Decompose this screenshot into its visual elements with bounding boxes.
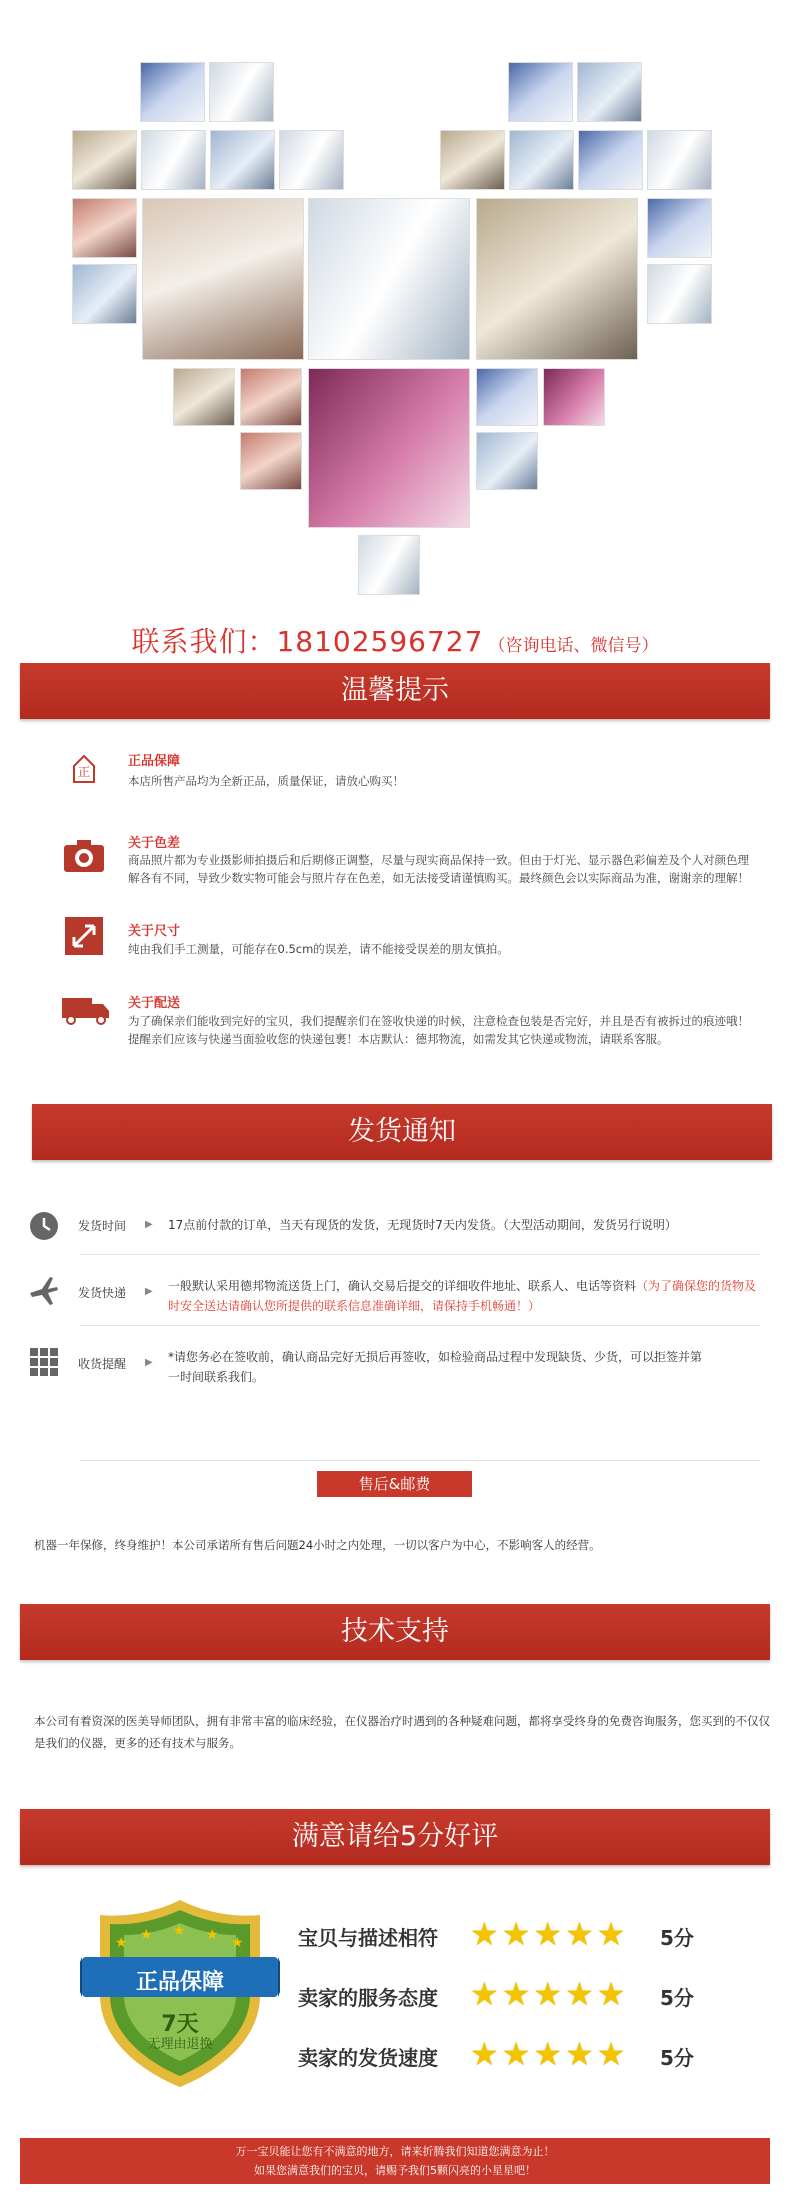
shipping-row-main-text: 17点前付款的订单，当天有现货的发货，无现货时7天内发货。（大型活动期间，发货另行说明） xyxy=(168,1218,677,1232)
rating-stars xyxy=(470,1975,626,2013)
rating-label: 卖家的发货速度 xyxy=(298,2046,438,2070)
collage-photo xyxy=(173,368,235,426)
airplane-icon xyxy=(28,1275,60,1307)
star-icon: ★ xyxy=(565,2035,594,2073)
collage-photo xyxy=(140,62,205,122)
star-icon: ★ xyxy=(596,2035,626,2073)
aftersale-text: 机器一年保修，终身维护！本公司承诺所有售后问题24小时之内处理，一切以客户为中心，不影响客人的经营。 xyxy=(34,1538,601,1552)
collage-photo-large xyxy=(142,198,304,360)
star-icon: ★ xyxy=(565,1975,594,2013)
collage-photo xyxy=(72,264,137,324)
collage-photo xyxy=(240,368,302,426)
collage-photo xyxy=(647,264,712,324)
tip-text: 纯由我们手工测量，可能存在0.5cm的误差，请不能接受误差的朋友慎拍。 xyxy=(128,942,509,956)
collage-photo xyxy=(440,130,505,190)
rating-label: 卖家的服务态度 xyxy=(298,1986,438,2010)
star-icon: ★ xyxy=(565,1915,594,1953)
contact-phone: 联系我们：18102596727 xyxy=(131,625,484,658)
rating-score: 5分 xyxy=(660,2046,694,2070)
tip-text: 本店所售产品均为全新正品，质量保证，请放心购买！ xyxy=(128,774,404,788)
star-icon: ★ xyxy=(470,2035,499,2073)
triangle-right-icon: ▶ xyxy=(145,1357,153,1368)
rating-score: 5分 xyxy=(660,1986,694,2010)
collage-photo xyxy=(543,368,605,426)
footer-line: 万一宝贝能让您有不满意的地方，请来折腾我们知道您满意为止！ xyxy=(235,2145,555,2158)
shield-sub: 无理由退换 xyxy=(147,2037,213,2052)
svg-text:★: ★ xyxy=(206,1927,219,1943)
star-icon: ★ xyxy=(501,1915,531,1953)
collage-photo xyxy=(141,130,206,190)
star-icon: ★ xyxy=(501,2035,531,2073)
collage-photo xyxy=(647,130,712,190)
star-icon: ★ xyxy=(596,1975,626,2013)
tip-text: 商品照片都为专业摄影师拍摄后和后期修正调整，尽量与现实商品保持一致。但由于灯光、显示器色彩偏差及个人对颜色理解各有不同，导致少数实物可能会与照片存在色差，如无法接受请谨慎购买。最终颜色会以实际商品为准，谢谢亲的理解！ xyxy=(128,853,749,885)
star-icon: ★ xyxy=(533,1975,563,2013)
star-icon: ★ xyxy=(533,2035,563,2073)
shipping-row-label: 发货时间 xyxy=(78,1219,127,1233)
collage-photo xyxy=(210,130,275,190)
rating-stars xyxy=(470,2035,626,2073)
tip-text: 为了确保亲们能收到完好的宝贝，我们提醒亲们在签收快递的时候，注意检查包装是否完好，并且是否有被拆过的痕迹哦！提醒亲们应该与快递当面验收您的快递包裹！本店默认：德邦物流，如需发其它快递或物流，请联系客服。 xyxy=(128,1014,749,1046)
collage-photo-large xyxy=(308,198,470,360)
shipping-row-main-text: *请您务必在签收前，确认商品完好无损后再签收，如检验商品过程中发现缺货、少货，可以拒签并第一时间联系我们。 xyxy=(168,1350,703,1384)
triangle-right-icon: ▶ xyxy=(145,1286,153,1297)
collage-photo xyxy=(209,62,274,122)
collage-photo xyxy=(279,130,344,190)
collage-photo-large xyxy=(476,198,638,360)
tip-title: 正品保障 xyxy=(128,754,181,769)
svg-text:正: 正 xyxy=(77,765,91,779)
collage-photo xyxy=(509,130,574,190)
collage-photo-large xyxy=(308,368,470,528)
star-icon: ★ xyxy=(596,1915,626,1953)
svg-text:★: ★ xyxy=(140,1927,153,1943)
footer-line: 如果您满意我们的宝贝，请赐予我们5颗闪亮的小星星吧！ xyxy=(254,2164,536,2177)
shipping-row-text xyxy=(168,1276,758,1316)
collage-photo xyxy=(476,368,538,426)
footer-banner xyxy=(20,2138,770,2184)
shipping-row-label: 发货快递 xyxy=(78,1286,127,1300)
collage-photo xyxy=(508,62,573,122)
collage-photo xyxy=(240,432,302,490)
delivery-truck-icon xyxy=(60,990,112,1030)
collage-photo xyxy=(577,62,642,122)
svg-text:★: ★ xyxy=(173,1923,186,1939)
tip-title: 关于尺寸 xyxy=(128,924,181,939)
collage-photo xyxy=(578,130,643,190)
collage-photo xyxy=(72,198,137,258)
star-icon: ★ xyxy=(470,1975,499,2013)
star-icon: ★ xyxy=(501,1975,531,2013)
collage-photo xyxy=(72,130,137,190)
grid-icon xyxy=(28,1346,60,1378)
shield-title: 正品保障 xyxy=(135,1970,224,1995)
tip-title: 关于配送 xyxy=(128,996,181,1011)
guarantee-shield xyxy=(80,1895,280,2090)
divider xyxy=(80,1325,760,1326)
shipping-banner: 发货通知 xyxy=(32,1104,772,1160)
clock-icon xyxy=(28,1210,60,1242)
tip-title: 关于色差 xyxy=(128,836,181,851)
svg-text:★: ★ xyxy=(231,1935,244,1951)
resize-arrow-icon xyxy=(62,916,106,956)
contact-note: （咨询电话、微信号） xyxy=(488,636,659,656)
svg-text:★: ★ xyxy=(115,1935,128,1951)
rating-stars xyxy=(470,1915,626,1953)
shield-days: 7天 xyxy=(161,2012,199,2037)
rating-score: 5分 xyxy=(660,1926,694,1950)
shipping-row-label: 收货提醒 xyxy=(78,1357,127,1371)
contact-line xyxy=(0,620,790,660)
collage-photo xyxy=(358,535,420,595)
triangle-right-icon: ▶ xyxy=(145,1219,153,1230)
collage-photo xyxy=(647,198,712,258)
star-icon: ★ xyxy=(470,1915,499,1953)
camera-icon xyxy=(62,836,106,876)
star-icon: ★ xyxy=(533,1915,563,1953)
review-banner: 满意请给5分好评 xyxy=(20,1809,770,1865)
tips-banner: 温馨提示 xyxy=(20,663,770,719)
shipping-row-red-text: （为了确保您的货物及时安全送达请确认您所提供的联系信息准确详细，请保持手机畅通！） xyxy=(168,1279,757,1313)
tech-banner: 技术支持 xyxy=(20,1604,770,1660)
divider xyxy=(80,1460,760,1461)
shipping-row-text xyxy=(168,1347,708,1387)
aftersale-banner: 售后&邮费 xyxy=(317,1471,472,1497)
shipping-row-text xyxy=(168,1215,758,1235)
collage-photo xyxy=(476,432,538,490)
tech-text: 本公司有着资深的医美导师团队，拥有非常丰富的临床经验，在仪器治疗时遇到的各种疑难问题，都将享受终身的免费咨询服务，您买到的不仅仅是我们的仪器，更多的还有技术与服务。 xyxy=(34,1714,770,1750)
rating-label: 宝贝与描述相符 xyxy=(298,1926,438,1950)
shipping-row-main-text: 一般默认采用德邦物流送货上门，确认交易后提交的详细收件地址、联系人、电话等资料 xyxy=(168,1279,637,1293)
genuine-hand-icon xyxy=(62,752,106,792)
divider xyxy=(80,1254,760,1255)
